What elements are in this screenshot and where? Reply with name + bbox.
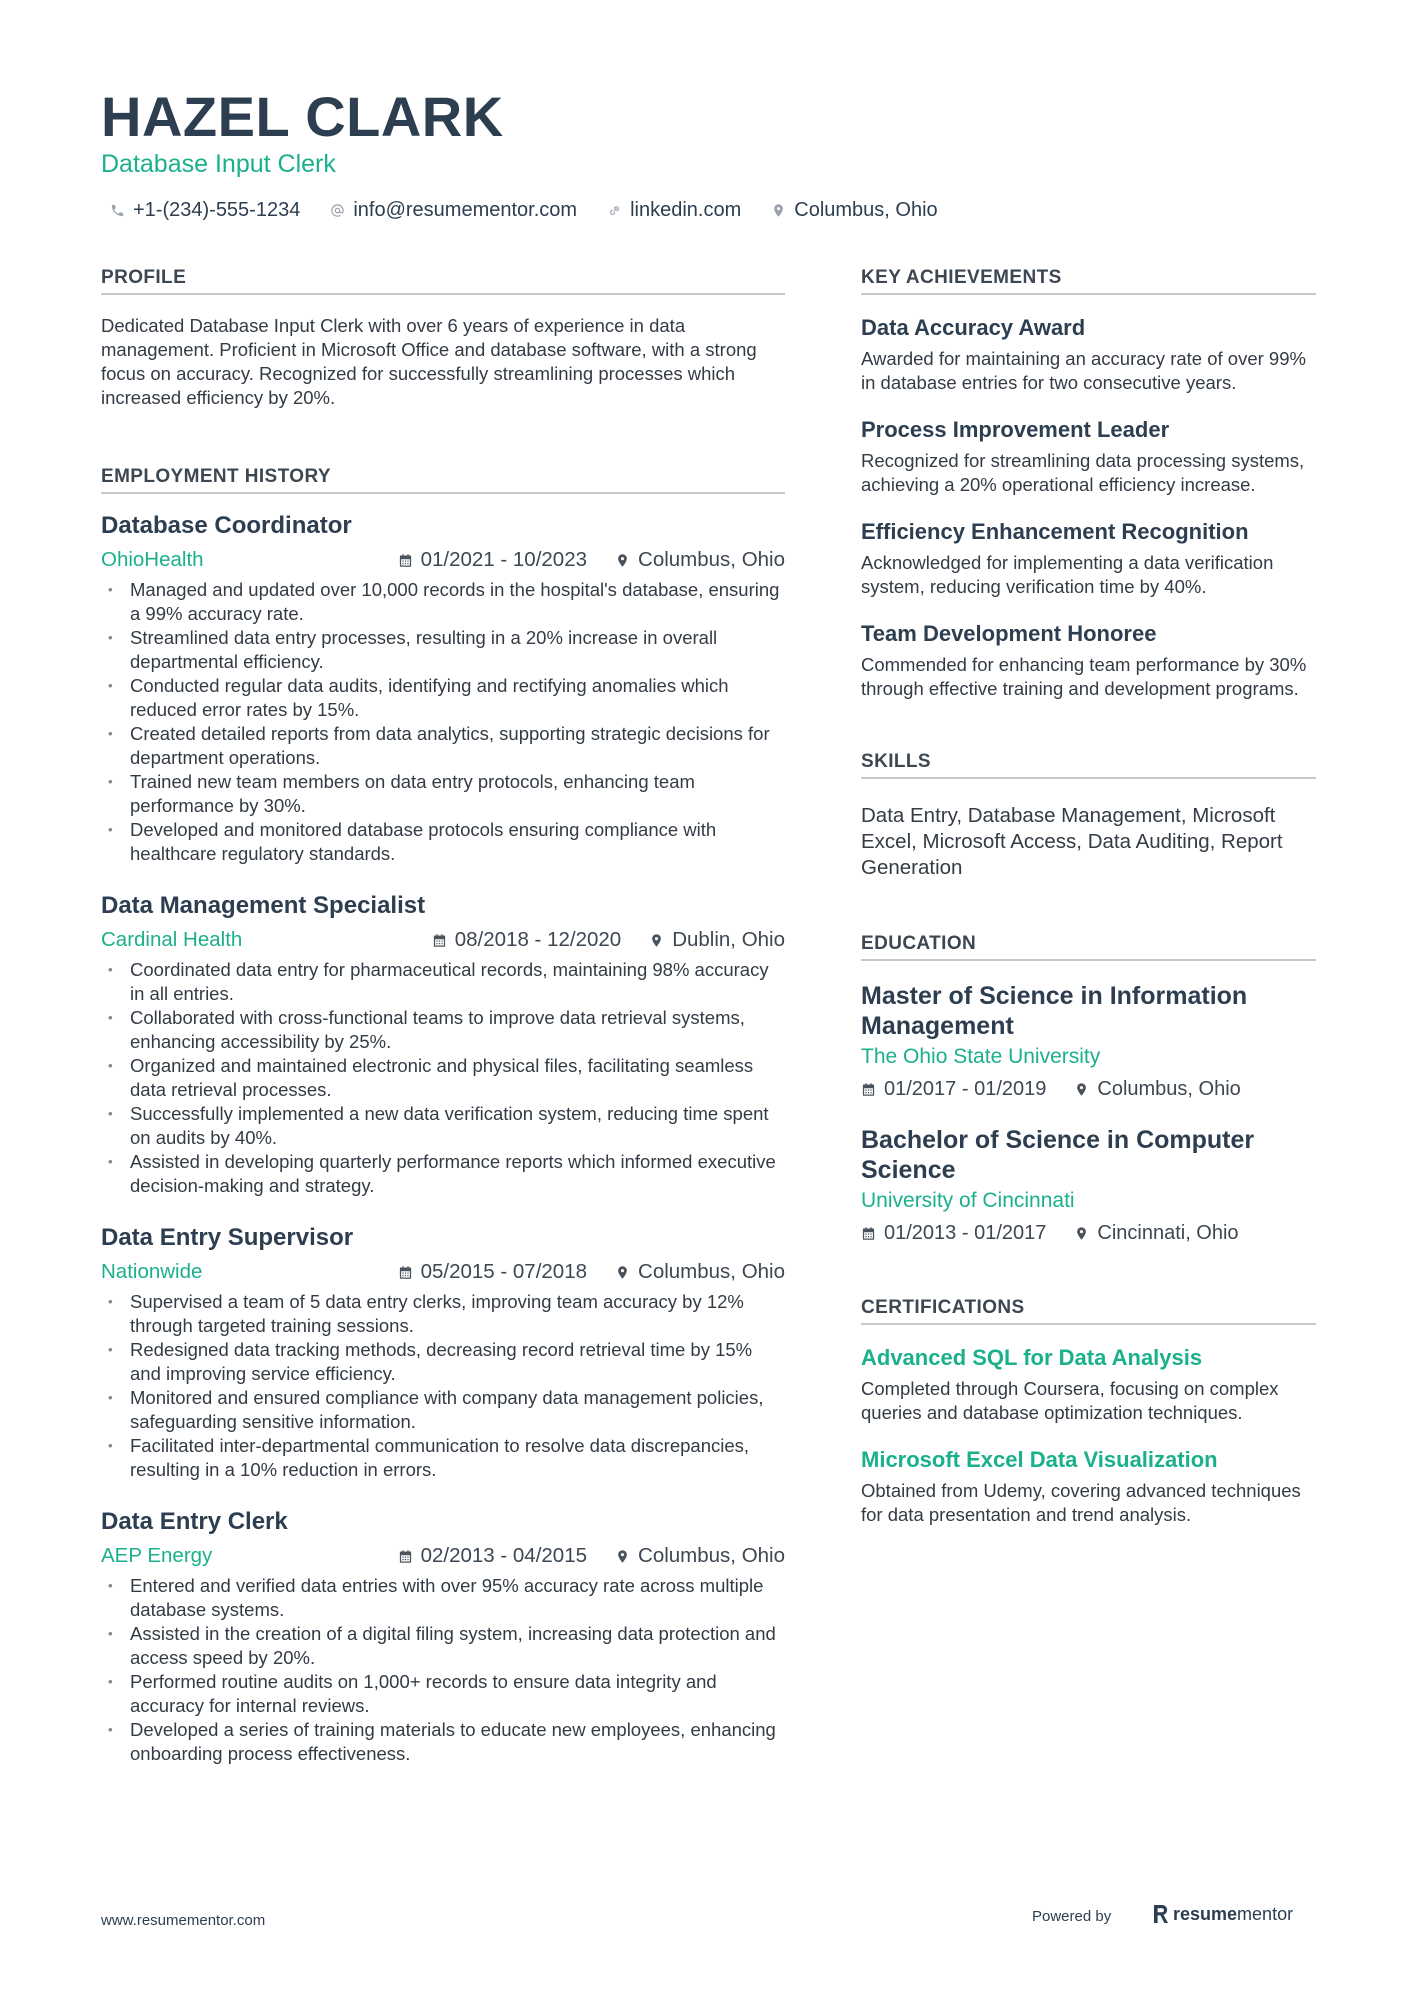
achievement-title: Efficiency Enhancement Recognition: [861, 519, 1249, 544]
contact-email[interactable]: [330, 199, 577, 222]
achievement-item: [861, 315, 1316, 395]
map-pin-icon: [1074, 1081, 1089, 1098]
location-text: Columbus, Ohio: [638, 1260, 785, 1283]
dates-text: 02/2013 - 04/2015: [420, 1544, 588, 1567]
certifications-section: [861, 1297, 1316, 1527]
bullet-item: • Assisted in developing quarterly performance reports which informed executive decision-making and strategy.: [101, 1150, 785, 1198]
right-column: [861, 267, 1316, 1527]
map-pin-icon: [1074, 1225, 1089, 1242]
job-title: Database Coordinator: [101, 512, 352, 539]
bullet-item: • Redesigned data tracking methods, decreasing record retrieval time by 15% and improving service efficiency.: [101, 1338, 785, 1386]
achievement-item: [861, 417, 1316, 497]
bullet-item: • Created detailed reports from data analytics, supporting strategic decisions for department operations.: [101, 722, 785, 770]
achievement-description: Acknowledged for implementing a data verification system, reducing verification time by 40%.: [861, 552, 1274, 597]
bullet-item: • Organized and maintained electronic and physical files, facilitating seamless data retrieval processes.: [101, 1054, 785, 1102]
job-entry: [101, 1224, 785, 1482]
calendar-icon: [398, 1264, 413, 1281]
candidate-role: Database Input Clerk: [101, 150, 336, 178]
resumementor-logo-icon: [1152, 1903, 1169, 1925]
section-title: PROFILE: [101, 267, 785, 295]
achievement-description: Awarded for maintaining an accuracy rate of over 99% in database entries for two consecutive years.: [861, 348, 1306, 393]
job-entry: [101, 1508, 785, 1766]
profile-section: [101, 267, 785, 410]
achievements-section: [861, 267, 1316, 701]
job-bullets: [101, 1290, 785, 1482]
employment-section: [101, 466, 785, 1766]
job-meta: [101, 1260, 785, 1284]
map-pin-icon: [615, 552, 630, 569]
employer: AEP Energy: [101, 1544, 213, 1567]
candidate-name: HAZEL CLARK: [101, 85, 504, 148]
brand-logo[interactable]: [1152, 1903, 1293, 1925]
location-text: Cincinnati, Ohio: [1097, 1222, 1239, 1244]
location-text: Dublin, Ohio: [672, 928, 785, 951]
location-text: Columbus, Ohio: [638, 548, 785, 571]
certification-description: Obtained from Udemy, covering advanced techniques for data presentation and trend analysis.: [861, 1480, 1301, 1525]
certification-item: [861, 1447, 1316, 1527]
education-meta: [861, 1222, 1316, 1245]
dates-text: 08/2018 - 12/2020: [454, 928, 622, 951]
employer: Nationwide: [101, 1260, 203, 1283]
skills-text: Data Entry, Database Management, Microsoft Excel, Microsoft Access, Data Auditing, Report Generation: [861, 804, 1283, 879]
certification-item: [861, 1345, 1316, 1425]
certification-title: Microsoft Excel Data Visualization: [861, 1447, 1218, 1472]
education-dates: [861, 1078, 1046, 1101]
brand-bold: resume: [1173, 1903, 1238, 1924]
bullet-item: • Conducted regular data audits, identifying and rectifying anomalies which reduced error rates by 15%.: [101, 674, 785, 722]
job-location: [649, 928, 785, 952]
map-pin-icon: [771, 203, 786, 218]
school: The Ohio State University: [861, 1045, 1101, 1068]
certification-description: Completed through Coursera, focusing on complex queries and database optimization techniques.: [861, 1378, 1279, 1423]
contact-linkedin[interactable]: [607, 199, 741, 222]
bullet-item: • Streamlined data entry processes, resulting in a 20% increase in overall departmental efficiency.: [101, 626, 785, 674]
bullet-item: • Supervised a team of 5 data entry clerks, improving team accuracy by 12% through targeted training sessions.: [101, 1290, 785, 1338]
job-entry: [101, 512, 785, 866]
education-section: [861, 933, 1316, 1245]
at-sign-icon: [330, 203, 345, 218]
bullet-item: • Facilitated inter-departmental communication to resolve data discrepancies, resulting in a 10% reduction in errors.: [101, 1434, 785, 1482]
job-title: Data Management Specialist: [101, 892, 426, 919]
bullet-item: • Developed a series of training materials to educate new employees, enhancing onboarding process effectiveness.: [101, 1718, 785, 1766]
calendar-icon: [432, 932, 447, 949]
certification-title: Advanced SQL for Data Analysis: [861, 1345, 1203, 1370]
brand-light: mentor: [1237, 1903, 1294, 1924]
dates-text: 01/2021 - 10/2023: [420, 548, 588, 571]
job-meta: [101, 928, 785, 952]
profile-text: Dedicated Database Input Clerk with over 6 years of experience in data management. Proficient in Microsoft Office and database software, with a strong focus on accuracy. Recognized for successfully streamlining processes which increased efficiency by 20%.: [101, 315, 757, 408]
job-title: Data Entry Clerk: [101, 1508, 288, 1535]
job-bullets: [101, 578, 785, 866]
degree: Bachelor of Science in Computer Science: [861, 1126, 1255, 1184]
school: University of Cincinnati: [861, 1189, 1075, 1212]
education-dates: [861, 1222, 1046, 1245]
achievement-item: [861, 519, 1316, 599]
brand-wordmark: [1173, 1904, 1293, 1925]
job-dates: [398, 1260, 587, 1284]
calendar-icon: [861, 1081, 876, 1098]
degree: Master of Science in Information Management: [861, 982, 1248, 1040]
link-icon: [607, 203, 622, 218]
section-title: CERTIFICATIONS: [861, 1297, 1316, 1325]
job-entry: [101, 892, 785, 1198]
achievement-title: Process Improvement Leader: [861, 417, 1170, 442]
dates-text: 01/2013 - 01/2017: [884, 1222, 1047, 1244]
job-title: Data Entry Supervisor: [101, 1224, 354, 1251]
section-title: EDUCATION: [861, 933, 1316, 961]
job-bullets: [101, 958, 785, 1198]
skills-section: [861, 751, 1316, 881]
education-location: [1074, 1222, 1238, 1245]
employer: OhioHealth: [101, 548, 204, 571]
education-item: [861, 981, 1316, 1101]
job-meta: [101, 1544, 785, 1568]
bullet-item: • Performed routine audits on 1,000+ records to ensure data integrity and accuracy for internal reviews.: [101, 1670, 785, 1718]
job-bullets: [101, 1574, 785, 1766]
education-item: [861, 1125, 1316, 1245]
powered-by-label: Powered by: [1032, 1908, 1112, 1925]
bullet-item: • Monitored and ensured compliance with company data management policies, safeguarding sensitive information.: [101, 1386, 785, 1434]
job-location: [615, 1260, 785, 1284]
dates-text: 05/2015 - 07/2018: [420, 1260, 588, 1283]
bullet-item: • Successfully implemented a new data verification system, reducing time spent on audits by 40%.: [101, 1102, 785, 1150]
map-pin-icon: [649, 932, 664, 949]
bullet-item: • Managed and updated over 10,000 records in the hospital's database, ensuring a 99% accuracy rate.: [101, 578, 785, 626]
bullet-item: • Trained new team members on data entry protocols, enhancing team performance by 30%.: [101, 770, 785, 818]
phone-text: +1-(234)-555-1234: [133, 199, 301, 221]
job-dates: [432, 928, 621, 952]
bullet-item: • Coordinated data entry for pharmaceutical records, maintaining 98% accuracy in all entries.: [101, 958, 785, 1006]
employer: Cardinal Health: [101, 928, 243, 951]
bullet-item: • Entered and verified data entries with over 95% accuracy rate across multiple database systems.: [101, 1574, 785, 1622]
location-text: Columbus, Ohio: [794, 199, 938, 221]
achievement-description: Recognized for streamlining data processing systems, achieving a 20% operational efficiency increase.: [861, 450, 1305, 495]
job-dates: [398, 1544, 587, 1568]
education-meta: [861, 1078, 1316, 1101]
bullet-item: • Developed and monitored database protocols ensuring compliance with healthcare regulatory standards.: [101, 818, 785, 866]
footer-url[interactable]: www.resumementor.com: [101, 1912, 266, 1929]
contact-bar: [110, 199, 938, 222]
job-dates: [398, 548, 587, 572]
email-text: info@resumementor.com: [353, 199, 578, 221]
linkedin-text: linkedin.com: [630, 199, 742, 221]
education-location: [1074, 1078, 1240, 1101]
dates-text: 01/2017 - 01/2019: [884, 1078, 1047, 1100]
map-pin-icon: [615, 1548, 630, 1565]
calendar-icon: [861, 1225, 876, 1242]
calendar-icon: [398, 1548, 413, 1565]
location-text: Columbus, Ohio: [638, 1544, 785, 1567]
contact-location: [771, 199, 937, 222]
location-text: Columbus, Ohio: [1097, 1078, 1241, 1100]
achievement-title: Data Accuracy Award: [861, 315, 1086, 340]
phone-icon: [110, 203, 125, 218]
achievement-description: Commended for enhancing team performance by 30% through effective training and development programs.: [861, 654, 1307, 699]
bullet-item: • Assisted in the creation of a digital filing system, increasing data protection and access speed by 20%.: [101, 1622, 785, 1670]
job-meta: [101, 548, 785, 572]
section-title: EMPLOYMENT HISTORY: [101, 466, 785, 494]
contact-phone: [110, 199, 300, 222]
job-location: [615, 1544, 785, 1568]
left-column: [101, 267, 785, 1766]
section-title: SKILLS: [861, 751, 1316, 779]
map-pin-icon: [615, 1264, 630, 1281]
achievement-item: [861, 621, 1316, 701]
section-title: KEY ACHIEVEMENTS: [861, 267, 1316, 295]
job-location: [615, 548, 785, 572]
bullet-item: • Collaborated with cross-functional teams to improve data retrieval systems, enhancing accessibility by 25%.: [101, 1006, 785, 1054]
achievement-title: Team Development Honoree: [861, 621, 1157, 646]
calendar-icon: [398, 552, 413, 569]
